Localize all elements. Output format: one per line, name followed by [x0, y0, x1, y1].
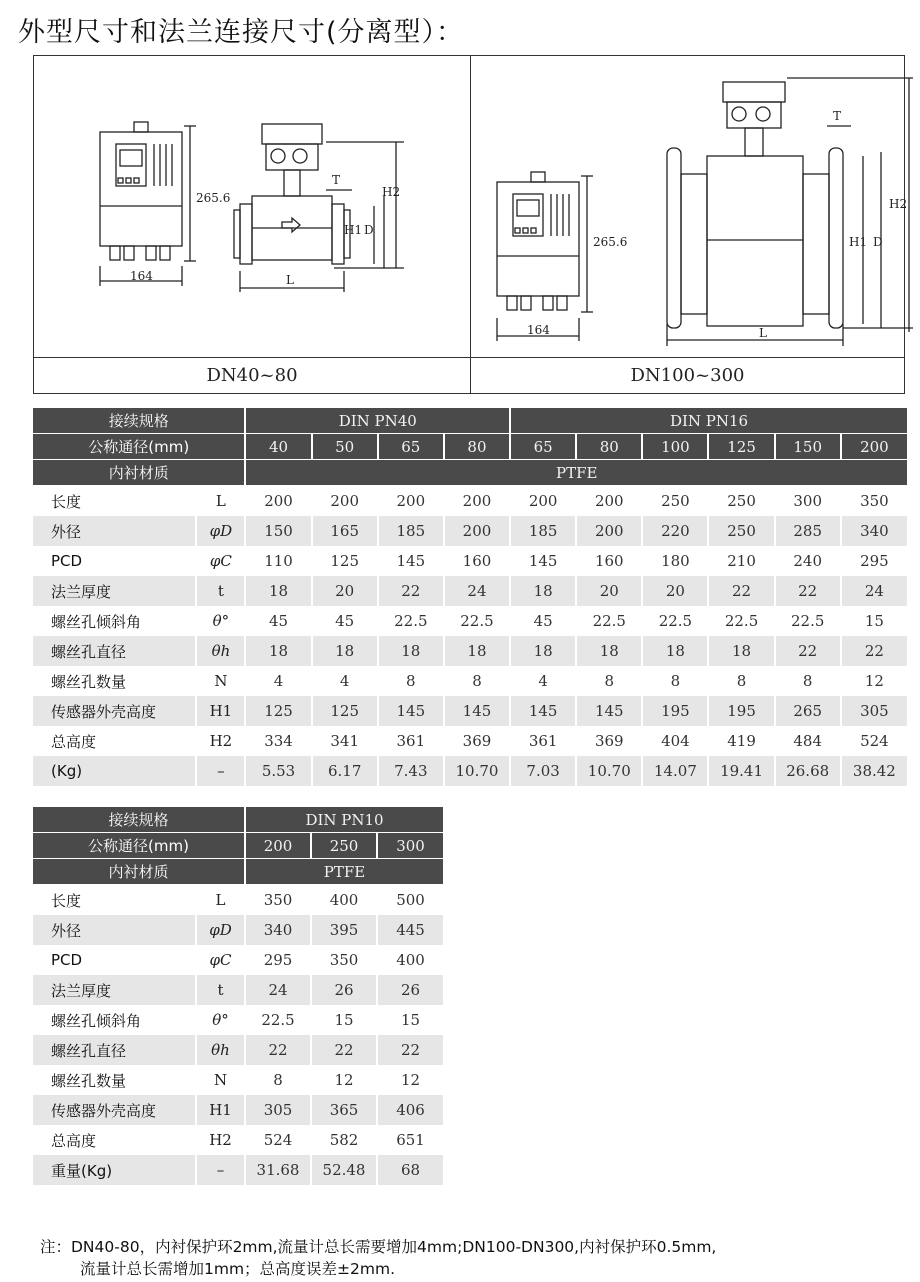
table-row [33, 915, 443, 945]
header-row-dn [33, 434, 907, 460]
dn-0: 200 [246, 833, 310, 859]
caption-dn40-80: DN40~80 [206, 365, 298, 386]
dn-1: 250 [312, 833, 376, 859]
row-label: 重量(Kg) [33, 1155, 195, 1185]
cell-value: 305 [842, 696, 907, 726]
cell-value: 200 [330, 492, 359, 510]
row-symbol: φD [197, 915, 244, 945]
cell-value: 524 [860, 732, 889, 750]
dim-164-left: 164 [130, 269, 153, 283]
dim-265-6-left: 265.6 [196, 191, 231, 205]
cell-value: 22.5 [790, 612, 825, 630]
cell-value: 8 [802, 672, 813, 690]
table-row [33, 606, 907, 636]
row-label: 传感器外壳高度 [33, 1095, 195, 1125]
row-symbol: – [197, 756, 244, 786]
label-dn: 公称通径(mm) [33, 434, 244, 460]
cell-value: 8 [406, 672, 416, 690]
lining-value: PTFE [246, 859, 443, 885]
cell-value: 361 [528, 732, 558, 750]
cell-value: 20 [577, 576, 641, 606]
cell-value: 210 [727, 552, 756, 570]
cell-value: 524 [263, 1131, 293, 1149]
cell-value: 22 [776, 636, 840, 666]
cell-value: 7.03 [511, 756, 575, 786]
row-label: 螺丝孔倾斜角 [51, 1011, 142, 1030]
cell-value: 145 [379, 696, 443, 726]
cell-value: 20 [313, 576, 377, 606]
row-symbol: θh [197, 636, 244, 666]
group-din-pn10: DIN PN10 [246, 807, 443, 833]
cell-value: 145 [396, 552, 426, 570]
cell-value: 18 [511, 636, 575, 666]
table-row [33, 546, 907, 576]
cell-value: 45 [533, 612, 553, 630]
dim-d-left: D [364, 223, 374, 237]
row-symbol: φD [197, 516, 244, 546]
cell-value: 125 [330, 552, 359, 570]
cell-value: 300 [793, 492, 823, 510]
cell-value: 200 [594, 492, 624, 510]
table-row [33, 696, 907, 726]
cell-value: 361 [396, 732, 426, 750]
cell-value: 22 [312, 1035, 376, 1065]
cell-value: 38.42 [842, 756, 907, 786]
cell-value: 18 [577, 636, 641, 666]
cell-value: 24 [445, 576, 509, 606]
cell-value: 350 [860, 492, 889, 510]
cell-value: 340 [246, 915, 310, 945]
cell-value: 250 [661, 492, 690, 510]
cell-value: 12 [400, 1071, 421, 1089]
cell-value: 52.48 [312, 1155, 376, 1185]
table-row [33, 945, 443, 975]
cell-value: 18 [709, 636, 773, 666]
cell-value: 295 [860, 552, 889, 570]
cell-value: 19.41 [709, 756, 773, 786]
table-row [33, 1125, 443, 1155]
row-symbol: θ° [212, 612, 230, 630]
dim-d-right: D [873, 235, 883, 249]
cell-value: 22 [379, 576, 443, 606]
header-row-spec [33, 408, 907, 434]
drawing-dn40-80 [34, 56, 470, 356]
cell-value: 31.68 [246, 1155, 310, 1185]
cell-value: 305 [246, 1095, 310, 1125]
cell-value: 185 [511, 516, 575, 546]
cell-value: 22.5 [724, 612, 759, 630]
row-symbol: H2 [209, 1131, 232, 1149]
dim-h2-left: H2 [382, 185, 401, 199]
header-row-spec [33, 807, 443, 833]
cell-value: 22 [246, 1035, 310, 1065]
footnote-line-1: 注：DN40-80，内衬保护环2mm,流量计总长需要增加4mm;DN100-DN300,内衬保护环0.5mm, [40, 1238, 717, 1256]
cell-value: 185 [379, 516, 443, 546]
row-label: 长度 [51, 891, 82, 910]
cell-value: 419 [727, 732, 756, 750]
row-symbol: H1 [197, 1095, 244, 1125]
cell-value: 45 [335, 612, 355, 630]
cell-value: 22 [776, 576, 840, 606]
label-spec: 接续规格 [33, 807, 244, 833]
cell-value: 68 [378, 1155, 443, 1185]
row-symbol: N [214, 672, 228, 690]
cell-value: 110 [264, 552, 293, 570]
cell-value: 582 [329, 1131, 359, 1149]
cell-value: 18 [445, 636, 509, 666]
table-row [33, 885, 443, 915]
cell-value: 7.43 [379, 756, 443, 786]
cell-value: 651 [396, 1131, 425, 1149]
cell-value: 160 [462, 552, 492, 570]
cell-value: 369 [462, 732, 492, 750]
cell-value: 160 [594, 552, 624, 570]
dim-h1-right: H1 [849, 235, 868, 249]
spec-table-pn10 [31, 807, 445, 1185]
cell-value: 395 [312, 915, 376, 945]
cell-value: 12 [864, 672, 884, 690]
table-row [33, 666, 907, 696]
dn-2: 300 [378, 833, 443, 859]
cell-value: 295 [263, 951, 293, 969]
row-label: 螺丝孔倾斜角 [51, 612, 142, 631]
dim-164-right: 164 [527, 323, 550, 337]
dim-t-left: T [332, 173, 341, 187]
cell-value: 445 [378, 915, 443, 945]
cell-value: 18 [511, 576, 575, 606]
cell-value: 22.5 [658, 612, 693, 630]
row-symbol: – [197, 1155, 244, 1185]
dim-h1-left: H1 [344, 223, 363, 237]
cell-value: 14.07 [643, 756, 707, 786]
header-row-lining [33, 859, 443, 885]
cell-value: 365 [312, 1095, 376, 1125]
footnote [40, 1236, 716, 1280]
header-row-lining [33, 460, 907, 486]
row-label: 总高度 [51, 732, 97, 751]
cell-value: 200 [445, 516, 509, 546]
cell-value: 18 [246, 576, 310, 606]
cell-value: 125 [313, 696, 377, 726]
cell-value: 500 [396, 891, 425, 909]
cell-value: 22 [709, 576, 773, 606]
cell-value: 369 [594, 732, 624, 750]
cell-value: 26.68 [776, 756, 840, 786]
table-row [33, 636, 907, 666]
cell-value: 200 [264, 492, 293, 510]
table-row [33, 1155, 443, 1185]
cell-value: 350 [329, 951, 359, 969]
cell-value: 22.5 [394, 612, 428, 630]
cell-value: 400 [396, 951, 425, 969]
row-label: 螺丝孔数量 [51, 1071, 127, 1090]
cell-value: 240 [793, 552, 823, 570]
dim-l-right: L [759, 326, 767, 340]
table-row [33, 516, 907, 546]
cell-value: 22.5 [261, 1011, 295, 1029]
cell-value: 8 [604, 672, 615, 690]
dn-9: 200 [842, 434, 907, 460]
cell-value: 26 [312, 975, 376, 1005]
cell-value: 145 [445, 696, 509, 726]
table-row [33, 975, 443, 1005]
cell-value: 18 [246, 636, 310, 666]
cell-value: 10.70 [445, 756, 509, 786]
cell-value: 15 [400, 1011, 421, 1029]
row-symbol: φC [209, 552, 232, 570]
cell-value: 406 [378, 1095, 443, 1125]
cell-value: 180 [661, 552, 690, 570]
label-spec: 接续规格 [33, 408, 244, 434]
cell-value: 18 [643, 636, 707, 666]
dim-l-left: L [286, 273, 294, 287]
dn-0: 40 [246, 434, 310, 460]
label-lining: 内衬材质 [33, 859, 244, 885]
row-label: 螺丝孔直径 [33, 636, 195, 666]
cell-value: 6.17 [313, 756, 377, 786]
table-row [33, 486, 907, 516]
dim-t-right: T [833, 109, 842, 123]
row-symbol: φC [209, 951, 232, 969]
dn-2: 65 [379, 434, 443, 460]
cell-value: 145 [577, 696, 641, 726]
row-symbol: H1 [197, 696, 244, 726]
row-symbol: θh [197, 1035, 244, 1065]
group-din-pn40: DIN PN40 [246, 408, 509, 434]
row-symbol: L [215, 492, 226, 510]
row-label: 总高度 [51, 1131, 97, 1150]
cell-value: 18 [379, 636, 443, 666]
footnote-line-2: 流量计总长需增加1mm；总高度误差±2mm. [80, 1260, 396, 1278]
label-lining: 内衬材质 [33, 460, 244, 486]
cell-value: 8 [273, 1071, 283, 1089]
row-label: 外径 [33, 516, 195, 546]
caption-dn100-300: DN100~300 [630, 365, 745, 386]
dim-h2-right: H2 [889, 197, 908, 211]
row-label: PCD [51, 951, 83, 969]
cell-value: 22.5 [460, 612, 494, 630]
row-label: 法兰厚度 [33, 975, 195, 1005]
row-symbol: N [213, 1071, 228, 1089]
table-row [33, 726, 907, 756]
cell-value: 200 [528, 492, 558, 510]
cell-value: 165 [313, 516, 377, 546]
cell-value: 150 [246, 516, 310, 546]
cell-value: 15 [864, 612, 884, 630]
cell-value: 250 [709, 516, 773, 546]
row-label: 长度 [51, 492, 82, 511]
dn-3: 80 [445, 434, 509, 460]
row-label: 外径 [33, 915, 195, 945]
row-symbol: t [197, 975, 244, 1005]
cell-value: 400 [329, 891, 359, 909]
label-dn: 公称通径(mm) [33, 833, 244, 859]
cell-value: 4 [273, 672, 284, 690]
table-row [33, 1035, 443, 1065]
cell-value: 484 [793, 732, 823, 750]
row-symbol: H2 [209, 732, 233, 750]
cell-value: 220 [643, 516, 707, 546]
cell-value: 200 [396, 492, 426, 510]
cell-value: 145 [528, 552, 558, 570]
dim-265-6-right: 265.6 [593, 235, 628, 249]
row-label: 螺丝孔数量 [51, 672, 127, 691]
row-label: 传感器外壳高度 [33, 696, 195, 726]
row-label: (Kg) [33, 756, 195, 786]
header-row-dn [33, 833, 443, 859]
cell-value: 350 [263, 891, 293, 909]
row-label: 法兰厚度 [33, 576, 195, 606]
cell-value: 145 [511, 696, 575, 726]
cell-value: 4 [339, 672, 350, 690]
cell-value: 15 [334, 1011, 354, 1029]
dimension-drawings [33, 55, 908, 394]
cell-value: 285 [776, 516, 840, 546]
row-symbol: t [197, 576, 244, 606]
cell-value: 26 [378, 975, 443, 1005]
table-row [33, 1095, 443, 1125]
dn-4: 65 [511, 434, 575, 460]
cell-value: 22.5 [592, 612, 626, 630]
cell-value: 4 [538, 672, 548, 690]
dn-8: 150 [776, 434, 840, 460]
cell-value: 22 [378, 1035, 443, 1065]
lining-value: PTFE [246, 460, 907, 486]
page-title: 外型尺寸和法兰连接尺寸(分离型）： [18, 17, 465, 48]
row-symbol: θ° [212, 1011, 229, 1029]
table-row [33, 1065, 443, 1095]
cell-value: 265 [776, 696, 840, 726]
cell-value: 195 [709, 696, 773, 726]
table-row [33, 756, 907, 786]
cell-value: 340 [842, 516, 907, 546]
spec-table-pn40-pn16 [31, 408, 909, 786]
dn-7: 125 [709, 434, 773, 460]
cell-value: 200 [577, 516, 641, 546]
table-row [33, 576, 907, 606]
table-row [33, 1005, 443, 1035]
cell-value: 334 [264, 732, 293, 750]
cell-value: 195 [643, 696, 707, 726]
dn-6: 100 [643, 434, 707, 460]
drawing-dn100-300 [471, 56, 908, 356]
group-din-pn16: DIN PN16 [511, 408, 907, 434]
dn-1: 50 [313, 434, 377, 460]
cell-value: 12 [334, 1071, 354, 1089]
cell-value: 5.53 [246, 756, 310, 786]
cell-value: 8 [670, 672, 681, 690]
cell-value: 341 [330, 732, 359, 750]
cell-value: 24 [246, 975, 310, 1005]
cell-value: 20 [643, 576, 707, 606]
cell-value: 18 [313, 636, 377, 666]
cell-value: 24 [842, 576, 907, 606]
cell-value: 22 [842, 636, 907, 666]
cell-value: 404 [661, 732, 690, 750]
cell-value: 8 [736, 672, 747, 690]
row-label: PCD [51, 552, 83, 570]
cell-value: 10.70 [577, 756, 641, 786]
cell-value: 45 [268, 612, 289, 630]
cell-value: 200 [462, 492, 492, 510]
cell-value: 125 [246, 696, 310, 726]
dn-5: 80 [577, 434, 641, 460]
row-symbol: L [215, 891, 226, 909]
row-label: 螺丝孔直径 [33, 1035, 195, 1065]
cell-value: 250 [727, 492, 756, 510]
cell-value: 8 [472, 672, 482, 690]
